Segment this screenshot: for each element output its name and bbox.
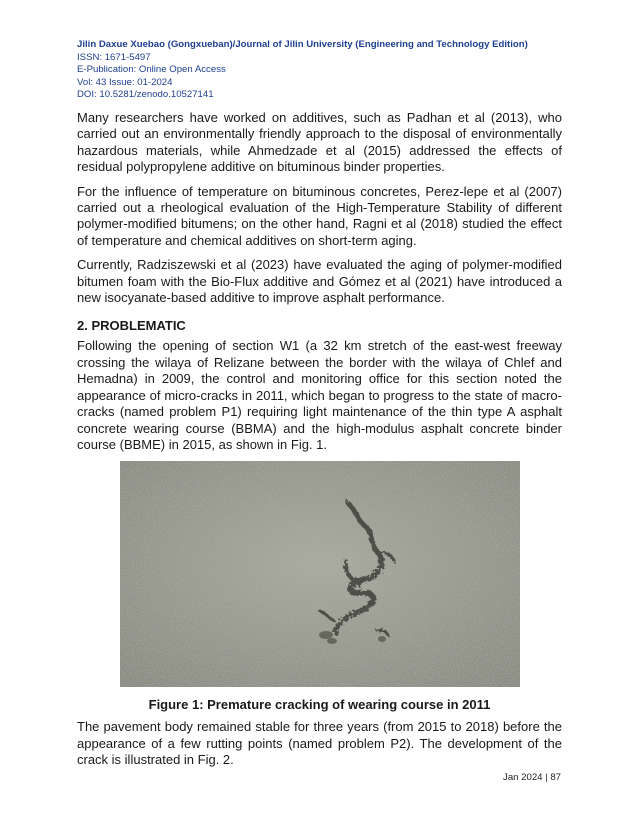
pavement-photo-image (120, 461, 520, 687)
publication-type: E-Publication: Online Open Access (77, 64, 226, 76)
doi: DOI: 10.5281/zenodo.10527141 (77, 89, 214, 101)
aggregate-texture (120, 461, 520, 687)
page-footer: Jan 2024 | 87 (503, 772, 561, 783)
paragraph-problematic: Following the opening of section W1 (a 32 km stretch of the east-west freeway crossing the wilaya of Relizane between the border with the wilaya of Chlef and Hemadna) in 2009, the control and monitoring office for this section noted the appearance of micro-cracks in 2011, which began to progress to the state of macro-cracks (named problem P1) requiring light maintenance of the thin type A asphalt concrete wearing course (BBMA) and the high-modulus asphalt concrete binder course (BBME) in 2015, as shown in Fig. 1. (77, 338, 562, 452)
paragraph-closing: The pavement body remained stable for three years (from 2015 to 2018) before the appearance of a few rutting points (named problem P2). The development of the crack is illustrated in Fig. 2. (77, 719, 562, 768)
paragraph-temperature: For the influence of temperature on bituminous concretes, Perez-lepe et al (2007) carried out a rheological evaluation of the High-Temperature Stability of different polymer-modified bitumens; on the other hand, Ragni et al (2018) studied the effect of temperature and chemical additives on short-term aging. (77, 183, 562, 248)
dark-patch (378, 636, 386, 642)
article-body (77, 110, 562, 777)
figure-cracked-pavement-photo (120, 461, 520, 687)
volume-issue: Vol: 43 Issue: 01-2024 (77, 76, 173, 88)
dark-patch (319, 631, 333, 639)
figure-caption: Figure 1: Premature cracking of wearing course in 2011 (148, 697, 491, 713)
paragraph-additives: Many researchers have worked on additives, such as Padhan et al (2013), who carried out an environmentally friendly approach to the disposal of environmentally hazardous materials, while Ahmedzade et al (2015) addressed the effects of residual polypropylene additive on bituminous binder properties. (77, 110, 562, 175)
journal-header (77, 39, 577, 102)
journal-title: Jilin Daxue Xuebao (Gongxueban)/Journal of Jilin University (Engineering and Technology Edition) (77, 39, 528, 50)
section-heading: 2. PROBLEMATIC (77, 318, 186, 334)
issn: ISSN: 1671-5497 (77, 51, 151, 63)
paragraph-current-research: Currently, Radziszewski et al (2023) have evaluated the aging of polymer-modified bitumen foam with the Bio-Flux additive and Gómez et al (2021) have introduced a new isocyanate-based additive to improve asphalt performance. (77, 257, 562, 306)
dark-patch (327, 638, 337, 644)
